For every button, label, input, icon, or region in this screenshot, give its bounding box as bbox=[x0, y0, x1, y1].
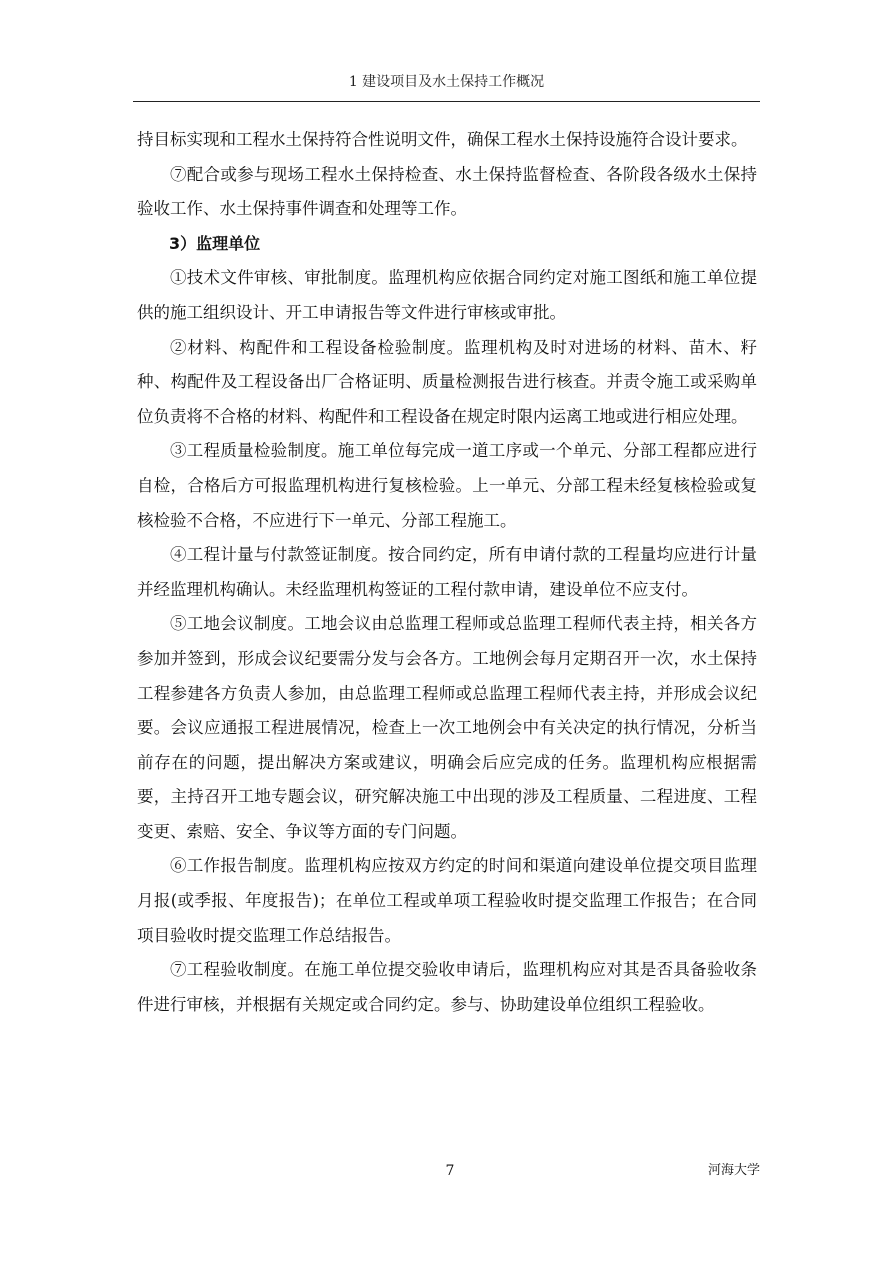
paragraph-site-meeting: ⑤工地会议制度。工地会议由总监理工程师或总监理工程师代表主持，相关各方参加并签到，形成会议纪要需分发与会各方。工地例会每月定期召开一次，水土保持工程参建各方负责人参加，由总监理工程师或总监理工程师代表主持，并形成会议纪要。会议应通报工程进展情况，检查上一次工地例会中有关决定的执行情况，分析当前存在的问题，提出解决方案或建议，明确会后应完成的任务。监理机构应根据需要，主持召开工地专题会议，研究解决施工中出现的涉及工程质量、二程进度、工程变更、索赔、安全、争议等方面的专门问题。 bbox=[137, 614, 757, 841]
section-heading: 3）监理单位 bbox=[169, 233, 261, 253]
paragraph-quality-inspection: ③工程质量检验制度。施工单位每完成一道工序或一个单元、分部工程都应进行自检，合格后方可报监理机构进行复核检验。上一单元、分部工程未经复核检验或复核检验不合格，不应进行下一单元、分部工程施工。 bbox=[137, 441, 757, 530]
paragraph-material-inspection: ②材料、构配件和工程设备检验制度。监理机构及时对进场的材料、苗木、籽种、构配件及工程设备出厂合格证明、质量检测报告进行核查。并责令施工或采购单位负责将不合格的材料、构配件和工程设备在规定时限内运离工地或进行相应处理。 bbox=[137, 337, 757, 426]
paragraph-work-report: ⑥工作报告制度。监理机构应按双方约定的时间和渠道向建设单位提交项目监理月报(或季报、年度报告)；在单位工程或单项工程验收时提交监理工作报告；在合同项目验收时提交监理工作总结报告。 bbox=[137, 856, 757, 945]
footer-institution: 河海大学 bbox=[707, 1163, 760, 1178]
paragraph-cooperation: ⑦配合或参与现场工程水土保持检查、水土保持监督检查、各阶段各级水土保持验收工作、水土保持事件调查和处理等工作。 bbox=[137, 164, 757, 219]
page-number: 7 bbox=[445, 1163, 455, 1179]
page-header: 1 建设项目及水土保持工作概况 bbox=[348, 74, 545, 90]
paragraph-acceptance: ⑦工程验收制度。在施工单位提交验收申请后，监理机构应对其是否具备验收条件进行审核，并根据有关规定或合同约定。参与、协助建设单位组织工程验收。 bbox=[137, 960, 757, 1014]
header-divider bbox=[133, 101, 760, 102]
paragraph-continuation: 持目标实现和工程水土保持符合性说明文件，确保工程水土保持设施符合设计要求。 bbox=[137, 130, 748, 149]
paragraph-technical-review: ①技术文件审核、审批制度。监理机构应依据合同约定对施工图纸和施工单位提供的施工组织设计、开工申请报告等文件进行审核或审批。 bbox=[137, 268, 757, 322]
document-body bbox=[137, 123, 757, 1022]
paragraph-measurement-payment: ④工程计量与付款签证制度。按合同约定，所有申请付款的工程量均应进行计量并经监理机构确认。未经监理机构签证的工程付款申请，建设单位不应支付。 bbox=[137, 545, 757, 599]
